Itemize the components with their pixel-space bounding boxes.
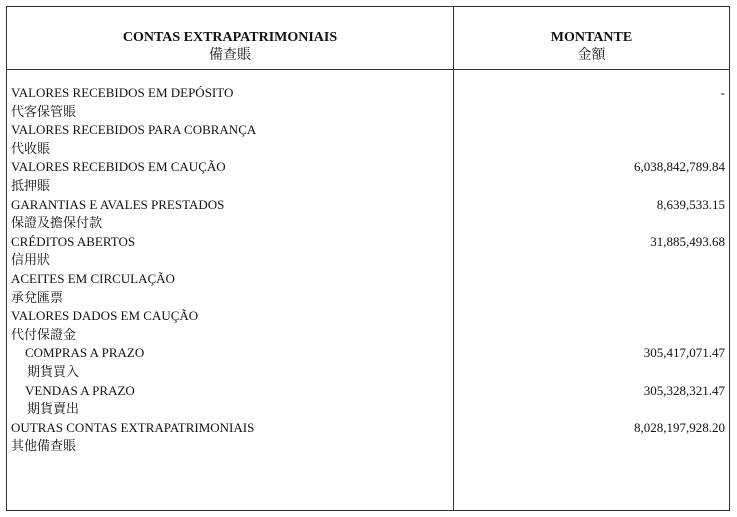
table-row (11, 289, 725, 308)
row-label: VENDAS A PRAZO (25, 382, 135, 398)
table-row (11, 419, 725, 438)
row-label: ACEITES EM CIRCULAÇÃO (11, 270, 175, 286)
table-row (11, 103, 725, 122)
row-amount: - (720, 85, 725, 100)
row-label: 抵押賬 (11, 177, 51, 193)
row-label: 信用狀 (11, 252, 51, 268)
table-row (11, 307, 725, 326)
row-label: OUTRAS CONTAS EXTRAPATRIMONIAIS (11, 419, 255, 435)
accounts-header-zh: 備查賬 (209, 48, 251, 63)
row-amount: 305,328,321.47 (643, 382, 725, 398)
table-row (11, 158, 725, 177)
table-row (11, 344, 725, 363)
accounts-column-header (7, 29, 453, 65)
row-label: 代客保管賬 (11, 103, 77, 119)
row-label: 代付保證金 (11, 326, 77, 342)
row-label: VALORES RECEBIDOS EM CAUÇÃO (11, 159, 226, 175)
row-label: VALORES RECEBIDOS EM DEPÓSITO (11, 85, 234, 100)
row-amount: 31,885,493.68 (650, 233, 725, 249)
table-row (11, 177, 725, 196)
table-row (11, 400, 725, 419)
table-row (11, 382, 725, 401)
table-row (11, 121, 725, 140)
row-label: COMPRAS A PRAZO (25, 345, 145, 361)
row-label: VALORES RECEBIDOS PARA COBRANÇA (11, 122, 257, 138)
row-label: GARANTIAS E AVALES PRESTADOS (11, 196, 225, 212)
table-row (11, 84, 725, 103)
amount-column-header (454, 29, 729, 65)
row-label: 期貨買入 (27, 363, 80, 379)
table-row (11, 437, 725, 456)
amount-header-pt: MONTANTE (550, 30, 633, 45)
header-rule (7, 69, 729, 70)
table-row (11, 140, 725, 159)
row-label: 承兌匯票 (11, 289, 64, 305)
row-label: 保證及擔保付款 (11, 215, 103, 231)
row-amount: 305,417,071.47 (643, 345, 725, 361)
row-label: 期貨賣出 (27, 401, 80, 417)
accounts-header-pt: CONTAS EXTRAPATRIMONIAIS (122, 30, 338, 45)
row-amount: 8,028,197,928.20 (634, 419, 725, 435)
table-row (11, 251, 725, 270)
table-row (11, 363, 725, 382)
row-label: VALORES DADOS EM CAUÇÃO (11, 308, 199, 324)
table-row (11, 326, 725, 345)
table-row (11, 214, 725, 233)
amount-header-zh: 金額 (577, 48, 606, 63)
row-label: 代收賬 (11, 140, 51, 156)
table-row (11, 196, 725, 215)
row-label: CRÉDITOS ABERTOS (11, 233, 136, 249)
row-amount: 8,639,533.15 (656, 196, 725, 212)
table-row (11, 270, 725, 289)
row-amount: 6,038,842,789.84 (634, 159, 725, 175)
table-body (11, 84, 725, 456)
row-label: 其他備查賬 (11, 438, 77, 454)
table-row (11, 233, 725, 252)
off-balance-sheet-table (6, 6, 730, 511)
